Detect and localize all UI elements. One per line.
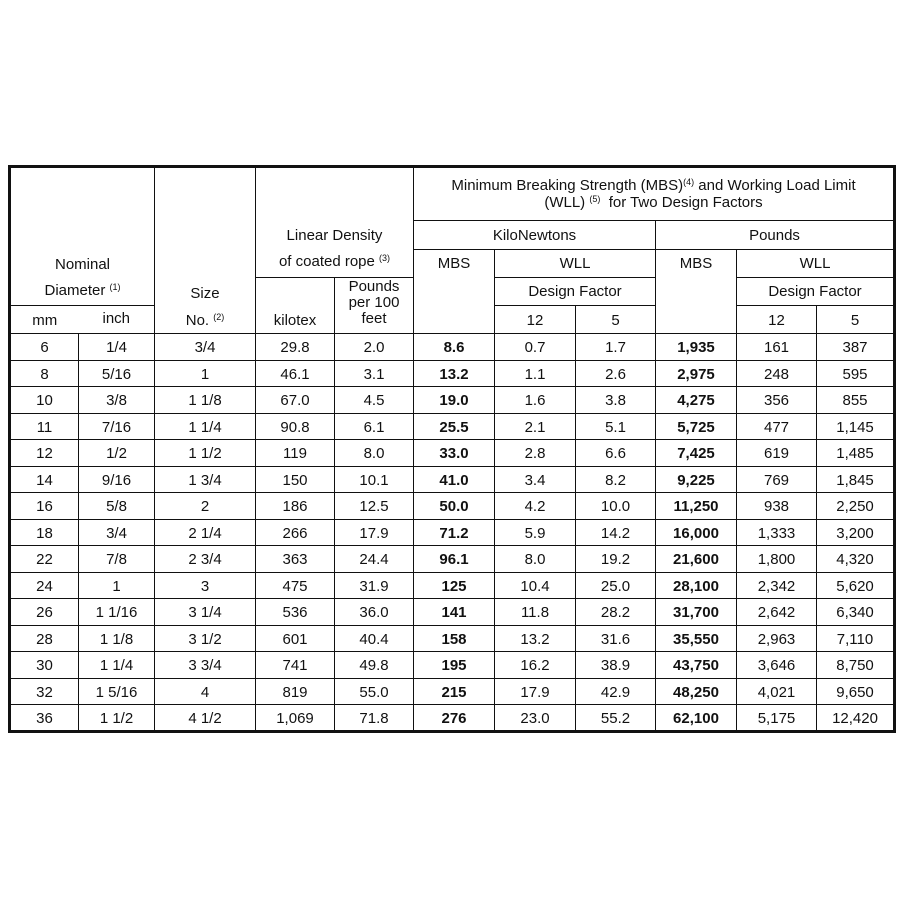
kilotex-label: kilotex <box>273 312 317 329</box>
nominal-diameter-header <box>10 250 155 306</box>
cell-lb-wll-5: 2,250 <box>817 493 895 520</box>
cell-lbs-per-100ft: 8.0 <box>335 440 414 467</box>
cell-size: 2 <box>155 493 256 520</box>
table-row <box>10 678 895 705</box>
cell-lbs-per-100ft: 49.8 <box>335 652 414 679</box>
cell-inch: 1 1/8 <box>79 625 155 652</box>
linear-density-label-2: of coated rope <box>278 253 375 271</box>
cell-kn-mbs: 125 <box>414 572 495 599</box>
cell-kn-mbs: 276 <box>414 705 495 732</box>
cell-size: 1 1/8 <box>155 387 256 414</box>
cell-lb-wll-12: 248 <box>737 360 817 387</box>
linear-density-header-top <box>256 167 414 221</box>
cell-inch: 1 1/2 <box>79 705 155 732</box>
cell-lb-wll-12: 769 <box>737 466 817 493</box>
cell-lbs-per-100ft: 55.0 <box>335 678 414 705</box>
cell-kn-wll-5: 5.1 <box>576 413 656 440</box>
cell-inch: 1 1/16 <box>79 599 155 626</box>
table-body <box>10 334 895 732</box>
cell-lb-mbs: 9,225 <box>656 466 737 493</box>
cell-kilotex: 90.8 <box>256 413 335 440</box>
cell-kn-wll-5: 42.9 <box>576 678 656 705</box>
kn-df-12-header: 12 <box>495 306 576 334</box>
nominal-diameter-header-top <box>10 167 155 221</box>
table-row <box>10 599 895 626</box>
kn-df-5-header: 5 <box>576 306 656 334</box>
cell-kn-wll-12: 5.9 <box>495 519 576 546</box>
cell-kn-mbs: 141 <box>414 599 495 626</box>
table-row <box>10 334 895 361</box>
table-row <box>10 387 895 414</box>
cell-lb-mbs: 16,000 <box>656 519 737 546</box>
cell-lb-wll-12: 161 <box>737 334 817 361</box>
cell-inch: 1 5/16 <box>79 678 155 705</box>
cell-kn-mbs: 195 <box>414 652 495 679</box>
kilotex-header <box>256 278 335 334</box>
cell-kilotex: 186 <box>256 493 335 520</box>
cell-kn-wll-5: 3.8 <box>576 387 656 414</box>
linear-density-header <box>256 221 414 278</box>
table-row <box>10 652 895 679</box>
cell-size: 1 <box>155 360 256 387</box>
cell-lb-wll-5: 4,320 <box>817 546 895 573</box>
mbs-title-1: Minimum Breaking Strength (MBS) <box>451 177 684 194</box>
cell-kilotex: 67.0 <box>256 387 335 414</box>
cell-size: 3 <box>155 572 256 599</box>
cell-lbs-per-100ft: 3.1 <box>335 360 414 387</box>
linear-density-note: (3) <box>379 253 391 264</box>
cell-inch: 1/2 <box>79 440 155 467</box>
cell-inch: 7/8 <box>79 546 155 573</box>
cell-mm: 36 <box>10 705 79 732</box>
lb-mbs-header: MBS <box>656 250 737 278</box>
cell-kn-mbs: 96.1 <box>414 546 495 573</box>
cell-kn-wll-5: 38.9 <box>576 652 656 679</box>
pounds-per-label-3: feet <box>361 310 387 327</box>
cell-lb-wll-12: 938 <box>737 493 817 520</box>
mbs-title-2: and Working Load Limit <box>694 177 856 194</box>
cell-lb-wll-5: 5,620 <box>817 572 895 599</box>
cell-kn-wll-5: 31.6 <box>576 625 656 652</box>
cell-mm: 8 <box>10 360 79 387</box>
cell-size: 2 3/4 <box>155 546 256 573</box>
cell-inch: 7/16 <box>79 413 155 440</box>
cell-lb-mbs: 31,700 <box>656 599 737 626</box>
cell-lb-wll-5: 1,145 <box>817 413 895 440</box>
cell-kn-wll-5: 10.0 <box>576 493 656 520</box>
cell-kn-mbs: 25.5 <box>414 413 495 440</box>
cell-lb-wll-5: 7,110 <box>817 625 895 652</box>
pounds-per-label-1: Pounds <box>348 278 400 295</box>
cell-kilotex: 1,069 <box>256 705 335 732</box>
cell-lb-mbs: 5,725 <box>656 413 737 440</box>
lb-design-factor-header: Design Factor <box>737 278 895 306</box>
cell-lb-wll-5: 1,485 <box>817 440 895 467</box>
cell-lb-wll-5: 6,340 <box>817 599 895 626</box>
table-row <box>10 440 895 467</box>
kn-wll-header: WLL <box>495 250 656 278</box>
pounds-per-100-feet-header <box>335 278 414 334</box>
cell-lb-wll-5: 8,750 <box>817 652 895 679</box>
cell-lb-wll-12: 3,646 <box>737 652 817 679</box>
cell-mm: 12 <box>10 440 79 467</box>
cell-lbs-per-100ft: 2.0 <box>335 334 414 361</box>
cell-size: 4 1/2 <box>155 705 256 732</box>
cell-kn-wll-5: 6.6 <box>576 440 656 467</box>
cell-kn-wll-5: 19.2 <box>576 546 656 573</box>
cell-kilotex: 819 <box>256 678 335 705</box>
table-row <box>10 625 895 652</box>
cell-mm: 6 <box>10 334 79 361</box>
table-row <box>10 546 895 573</box>
cell-lb-wll-5: 12,420 <box>817 705 895 732</box>
cell-lb-mbs: 21,600 <box>656 546 737 573</box>
mm-header: mm <box>10 306 79 334</box>
cell-kn-wll-5: 2.6 <box>576 360 656 387</box>
cell-kilotex: 536 <box>256 599 335 626</box>
cell-mm: 32 <box>10 678 79 705</box>
cell-kn-wll-12: 17.9 <box>495 678 576 705</box>
cell-lbs-per-100ft: 71.8 <box>335 705 414 732</box>
cell-kilotex: 741 <box>256 652 335 679</box>
cell-lb-mbs: 35,550 <box>656 625 737 652</box>
cell-kn-wll-12: 3.4 <box>495 466 576 493</box>
linear-density-label-1: Linear Density <box>286 227 383 245</box>
cell-mm: 11 <box>10 413 79 440</box>
cell-kn-wll-5: 28.2 <box>576 599 656 626</box>
cell-kn-wll-5: 8.2 <box>576 466 656 493</box>
table-row <box>10 413 895 440</box>
rope-spec-table-container <box>8 165 893 733</box>
cell-kn-wll-12: 1.1 <box>495 360 576 387</box>
cell-kn-mbs: 13.2 <box>414 360 495 387</box>
cell-lb-mbs: 28,100 <box>656 572 737 599</box>
cell-lb-mbs: 7,425 <box>656 440 737 467</box>
cell-lb-wll-5: 387 <box>817 334 895 361</box>
cell-size: 4 <box>155 678 256 705</box>
cell-kn-wll-5: 1.7 <box>576 334 656 361</box>
cell-kn-mbs: 41.0 <box>414 466 495 493</box>
cell-mm: 28 <box>10 625 79 652</box>
cell-lb-wll-12: 2,642 <box>737 599 817 626</box>
cell-lbs-per-100ft: 17.9 <box>335 519 414 546</box>
cell-lb-wll-12: 356 <box>737 387 817 414</box>
cell-inch: 3/4 <box>79 519 155 546</box>
cell-kn-mbs: 215 <box>414 678 495 705</box>
cell-inch: 5/8 <box>79 493 155 520</box>
kilonewtons-header: KiloNewtons <box>414 221 656 250</box>
cell-kn-wll-12: 8.0 <box>495 546 576 573</box>
cell-lb-mbs: 48,250 <box>656 678 737 705</box>
cell-lb-mbs: 43,750 <box>656 652 737 679</box>
size-note: (2) <box>213 312 225 322</box>
cell-inch: 9/16 <box>79 466 155 493</box>
cell-lb-wll-5: 595 <box>817 360 895 387</box>
cell-kn-wll-5: 55.2 <box>576 705 656 732</box>
cell-lbs-per-100ft: 31.9 <box>335 572 414 599</box>
cell-lb-wll-12: 619 <box>737 440 817 467</box>
cell-inch: 1 <box>79 572 155 599</box>
cell-mm: 16 <box>10 493 79 520</box>
cell-kn-mbs: 71.2 <box>414 519 495 546</box>
kn-mbs-header-blank <box>414 278 495 334</box>
cell-kn-wll-12: 10.4 <box>495 572 576 599</box>
cell-kn-wll-5: 14.2 <box>576 519 656 546</box>
cell-lb-wll-5: 9,650 <box>817 678 895 705</box>
nominal-note: (1) <box>109 281 121 292</box>
cell-kn-wll-12: 23.0 <box>495 705 576 732</box>
cell-lbs-per-100ft: 24.4 <box>335 546 414 573</box>
cell-size: 3 1/4 <box>155 599 256 626</box>
cell-kilotex: 363 <box>256 546 335 573</box>
cell-lb-wll-12: 1,800 <box>737 546 817 573</box>
cell-lb-wll-5: 855 <box>817 387 895 414</box>
cell-kilotex: 475 <box>256 572 335 599</box>
cell-kn-wll-12: 16.2 <box>495 652 576 679</box>
cell-size: 2 1/4 <box>155 519 256 546</box>
cell-lbs-per-100ft: 10.1 <box>335 466 414 493</box>
lb-wll-header: WLL <box>737 250 895 278</box>
cell-kn-wll-12: 2.1 <box>495 413 576 440</box>
cell-lb-wll-12: 4,021 <box>737 678 817 705</box>
cell-kn-wll-12: 2.8 <box>495 440 576 467</box>
rope-spec-table <box>8 165 896 733</box>
cell-inch: 5/16 <box>79 360 155 387</box>
size-label: Size <box>190 284 220 302</box>
mbs-note: (4) <box>683 177 695 187</box>
cell-lb-wll-12: 477 <box>737 413 817 440</box>
cell-lb-wll-12: 5,175 <box>737 705 817 732</box>
size-header <box>155 250 256 306</box>
cell-kn-wll-12: 1.6 <box>495 387 576 414</box>
nominal-label: Nominal <box>54 255 111 273</box>
size-header-top <box>155 167 256 221</box>
cell-kilotex: 29.8 <box>256 334 335 361</box>
cell-kn-wll-5: 25.0 <box>576 572 656 599</box>
cell-lb-mbs: 1,935 <box>656 334 737 361</box>
table-row <box>10 519 895 546</box>
cell-mm: 26 <box>10 599 79 626</box>
cell-size: 3 3/4 <box>155 652 256 679</box>
cell-mm: 18 <box>10 519 79 546</box>
cell-lb-wll-12: 2,963 <box>737 625 817 652</box>
cell-lb-mbs: 2,975 <box>656 360 737 387</box>
size-no-header <box>155 306 256 334</box>
cell-lb-wll-5: 1,845 <box>817 466 895 493</box>
cell-kn-mbs: 19.0 <box>414 387 495 414</box>
size-header-mid <box>155 221 256 250</box>
mbs-title-3: (WLL) <box>544 194 586 211</box>
cell-kn-wll-12: 4.2 <box>495 493 576 520</box>
cell-lb-wll-12: 1,333 <box>737 519 817 546</box>
cell-kilotex: 266 <box>256 519 335 546</box>
cell-kn-mbs: 33.0 <box>414 440 495 467</box>
cell-kilotex: 46.1 <box>256 360 335 387</box>
pounds-header: Pounds <box>656 221 895 250</box>
cell-lb-mbs: 62,100 <box>656 705 737 732</box>
table-row <box>10 572 895 599</box>
cell-inch: 1 1/4 <box>79 652 155 679</box>
cell-lbs-per-100ft: 12.5 <box>335 493 414 520</box>
mbs-title-4: for Two Design Factors <box>600 194 763 211</box>
cell-kn-wll-12: 11.8 <box>495 599 576 626</box>
cell-kn-wll-12: 0.7 <box>495 334 576 361</box>
cell-kilotex: 119 <box>256 440 335 467</box>
cell-lb-wll-12: 2,342 <box>737 572 817 599</box>
cell-size: 1 1/2 <box>155 440 256 467</box>
cell-lb-mbs: 11,250 <box>656 493 737 520</box>
table-row <box>10 466 895 493</box>
cell-size: 3 1/2 <box>155 625 256 652</box>
cell-size: 1 3/4 <box>155 466 256 493</box>
cell-mm: 24 <box>10 572 79 599</box>
cell-inch: 3/8 <box>79 387 155 414</box>
cell-size: 1 1/4 <box>155 413 256 440</box>
cell-lbs-per-100ft: 6.1 <box>335 413 414 440</box>
lb-df-5-header: 5 <box>817 306 895 334</box>
cell-kn-wll-12: 13.2 <box>495 625 576 652</box>
lb-df-12-header: 12 <box>737 306 817 334</box>
nominal-diameter-header-mid <box>10 221 155 250</box>
kn-design-factor-header: Design Factor <box>495 278 656 306</box>
diameter-label: Diameter <box>44 281 106 299</box>
cell-mm: 14 <box>10 466 79 493</box>
table-row <box>10 493 895 520</box>
cell-lb-wll-5: 3,200 <box>817 519 895 546</box>
inch-header: inch <box>79 306 155 334</box>
cell-mm: 30 <box>10 652 79 679</box>
cell-mm: 22 <box>10 546 79 573</box>
size-no-label: No. <box>185 312 210 329</box>
lb-mbs-header-blank <box>656 278 737 334</box>
kn-mbs-header: MBS <box>414 250 495 278</box>
wll-note: (5) <box>589 194 601 204</box>
cell-kn-mbs: 158 <box>414 625 495 652</box>
pounds-per-label-2: per 100 <box>348 294 400 311</box>
cell-mm: 10 <box>10 387 79 414</box>
table-row <box>10 360 895 387</box>
cell-lb-mbs: 4,275 <box>656 387 737 414</box>
mbs-wll-title <box>414 167 895 221</box>
cell-kn-mbs: 8.6 <box>414 334 495 361</box>
cell-kilotex: 150 <box>256 466 335 493</box>
cell-kilotex: 601 <box>256 625 335 652</box>
cell-lbs-per-100ft: 36.0 <box>335 599 414 626</box>
cell-inch: 1/4 <box>79 334 155 361</box>
cell-size: 3/4 <box>155 334 256 361</box>
cell-kn-mbs: 50.0 <box>414 493 495 520</box>
cell-lbs-per-100ft: 40.4 <box>335 625 414 652</box>
table-row <box>10 705 895 732</box>
cell-lbs-per-100ft: 4.5 <box>335 387 414 414</box>
